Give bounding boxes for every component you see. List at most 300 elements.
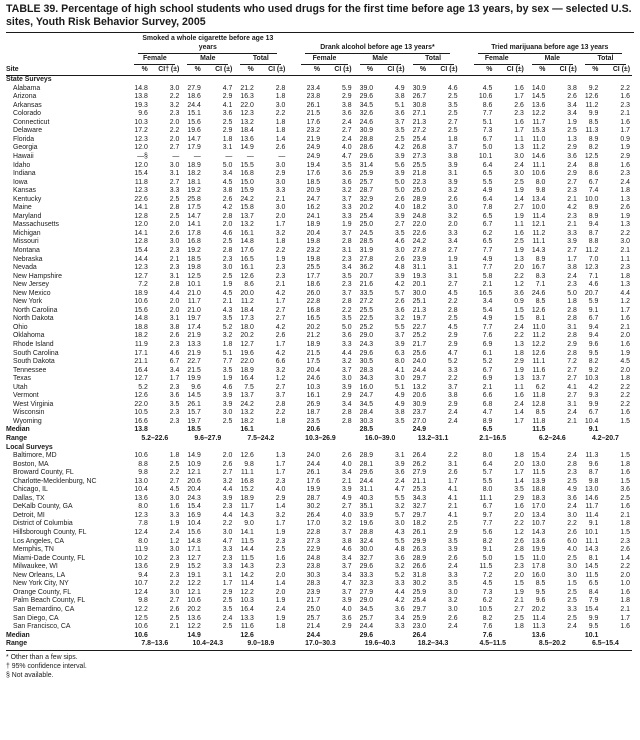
percent-value: 9.4	[588, 323, 599, 331]
percent-value: 24.4	[359, 623, 374, 631]
ci-value: 2.3	[567, 281, 577, 289]
ci-value: 1.8	[275, 238, 286, 246]
ci-value: 1.9	[620, 212, 630, 220]
percent-value: 9.5	[588, 623, 599, 631]
percent-value: 26.8	[412, 144, 427, 152]
ci-value: 5.0	[394, 178, 405, 186]
ci-value: 4.0	[567, 546, 577, 554]
ci-value: 3.4	[447, 238, 458, 246]
table-row	[6, 350, 632, 359]
site-name: West Virginia	[13, 400, 54, 408]
percent-value: 39.0	[359, 84, 374, 92]
percent-value: 24.1	[306, 212, 321, 220]
ci-value: 3.6	[620, 486, 630, 494]
percent-value: 12.2	[187, 623, 201, 631]
ci-value: 2.4	[447, 623, 458, 631]
percent-value: 12.4	[134, 529, 148, 537]
percent-value: 11.8	[532, 392, 546, 400]
site-name: Kentucky	[13, 195, 42, 203]
ci-value: 1.2	[514, 281, 524, 289]
site-name: Florida	[13, 135, 35, 143]
percent-value: 18.2	[187, 170, 201, 178]
percent-value: 6.2	[482, 597, 493, 605]
ci-value: 3.0	[394, 375, 405, 383]
percent-value: 12.6	[584, 93, 599, 101]
ci-value: 1.7	[275, 298, 286, 306]
section-header-label: Local Surveys	[6, 443, 53, 451]
ci-value: 1.5	[514, 306, 524, 314]
ci-value: 3.2	[222, 332, 233, 340]
site-name: Charlotte-Mecklenburg, NC	[13, 477, 97, 485]
percent-value: 13.2	[240, 221, 254, 229]
table-row	[6, 315, 632, 324]
percent-value: 8.9	[588, 212, 599, 220]
ci-value: 3.9	[447, 546, 458, 554]
percent-value: 31.1	[359, 486, 374, 494]
ci-value: 1.4	[514, 195, 524, 203]
percent-value: 7.7	[482, 246, 493, 254]
table-row	[6, 597, 632, 606]
percent-value: 29.6	[359, 563, 374, 571]
ci-value: 1.3	[514, 255, 524, 263]
ci-value: 3.4	[567, 101, 577, 109]
ci-value: 3.4	[567, 110, 577, 118]
percent-value: 12.2	[531, 110, 546, 118]
ci-value: 2.4	[447, 409, 458, 417]
percent-value: 20.9	[306, 187, 321, 195]
site-name: Iowa	[13, 178, 28, 186]
percent-value: 6.7	[588, 409, 599, 417]
percent-value: 30.2	[306, 503, 321, 511]
percent-value: 12.2	[187, 580, 201, 588]
site-name: Wyoming	[13, 417, 42, 425]
percent-value: 24.9	[306, 152, 321, 160]
percent-value: 12.6	[134, 392, 148, 400]
percent-value: 8.2	[588, 144, 599, 152]
table-row	[6, 392, 632, 401]
percent-value: 25.7	[359, 614, 374, 622]
percent-value: 19.3	[412, 272, 427, 280]
percent-value: 30.5	[359, 358, 374, 366]
percent-value: 29.7	[412, 511, 427, 519]
ci-value: 1.7	[620, 614, 630, 622]
ci-value: 2.4	[341, 135, 352, 143]
table-row	[6, 572, 632, 581]
ci-value: 2.4	[567, 409, 577, 417]
ci-value: 2.5	[222, 623, 233, 631]
percent-value: 19.6	[240, 349, 254, 357]
percent-value: 27.9	[187, 84, 201, 92]
site-name: Indiana	[13, 170, 36, 178]
ci-value: 2.6	[620, 204, 630, 212]
footnote: † 95% confidence interval.	[6, 662, 87, 670]
percent-value: 6.7	[482, 221, 493, 229]
percent-value: 32.6	[359, 110, 374, 118]
percent-value: 22.7	[412, 323, 427, 331]
percent-value: 19.8	[306, 255, 321, 263]
ci-value: 3.7	[341, 588, 352, 596]
percent-value: 26.1	[306, 101, 321, 109]
percent-value: 21.9	[187, 332, 201, 340]
percent-value: 17.0	[531, 503, 546, 511]
ci-value: 1.3	[275, 452, 286, 460]
percent-value: 6.7	[588, 315, 599, 323]
column-group-header	[287, 35, 459, 55]
ci-value: 1.9	[514, 212, 524, 220]
percent-value: 28.9	[412, 195, 427, 203]
median-spacer	[261, 426, 288, 435]
site-name: Maine	[13, 204, 32, 212]
ci-value: 2.1	[514, 597, 524, 605]
ci-value: 2.3	[222, 554, 233, 562]
percent-value: 21.2	[240, 84, 254, 92]
ci-value: 2.6	[447, 195, 458, 203]
ci-value: 2.7	[341, 127, 352, 135]
percent-value: 7.8	[482, 204, 493, 212]
percent-value: 17.9	[187, 144, 201, 152]
ci-value: 2.3	[567, 469, 577, 477]
ci-value: 1.6	[514, 392, 524, 400]
ci-value: 2.4	[447, 563, 458, 571]
ci-value: 2.2	[275, 409, 286, 417]
percent-value: 22.7	[187, 358, 201, 366]
percent-value: 24.4	[187, 101, 201, 109]
percent-value: 13.7	[240, 212, 254, 220]
ci-value: 1.9	[620, 349, 630, 357]
site-name: Delaware	[13, 127, 43, 135]
ci-value: 4.6	[222, 383, 233, 391]
ci-value: 2.9	[567, 144, 577, 152]
percent-value: 18.9	[306, 221, 321, 229]
percent-value: 7.6	[482, 332, 493, 340]
ci-value: 1.9	[341, 221, 352, 229]
percent-value: 4.9	[482, 187, 493, 195]
ci-value: 2.3	[169, 110, 180, 118]
percent-value: 18.6	[187, 93, 201, 101]
percent-value: 13.6	[134, 494, 148, 502]
ci-value: 1.4	[514, 477, 524, 485]
table-row	[6, 85, 632, 94]
percent-value: 23.8	[306, 563, 321, 571]
percent-value: 12.5	[187, 272, 201, 280]
percent-value: 21.5	[306, 349, 321, 357]
percent-value: 18.4	[240, 127, 254, 135]
table-row	[6, 358, 632, 367]
percent-value: 8.5	[535, 409, 546, 417]
ci-value: 3.0	[447, 588, 458, 596]
ci-value: 4.5	[447, 323, 458, 331]
ci-value: 1.7	[620, 127, 630, 135]
ci-value: 2.8	[567, 332, 577, 340]
ci-value: 2.5	[567, 588, 577, 596]
ci-value: 5.5	[394, 494, 405, 502]
percent-header: %	[181, 66, 208, 76]
ci-value: 2.7	[447, 246, 458, 254]
ci-value: 1.3	[514, 341, 524, 348]
percent-value: 25.7	[359, 178, 374, 186]
ci-value: 2.5	[514, 614, 524, 622]
median-value: 10.6	[134, 631, 148, 639]
percent-value: 14.3	[531, 246, 546, 254]
ci-value: 2.7	[169, 144, 180, 152]
percent-value: 24.2	[240, 400, 254, 408]
ci-value: 4.9	[567, 486, 577, 494]
sex-subheader	[234, 55, 287, 66]
site-name: Oklahoma	[13, 332, 45, 340]
table-row	[6, 102, 632, 111]
ci-value: 1.1	[620, 255, 630, 263]
ci-value: 2.6	[169, 229, 180, 237]
site-name: Los Angeles, CA	[13, 537, 64, 545]
ci-value: 2.0	[275, 571, 286, 579]
ci-value: 2.3	[567, 187, 577, 195]
percent-value: 33.3	[359, 571, 374, 579]
percent-value: 17.2	[134, 127, 148, 135]
site-name: New Hampshire	[13, 272, 63, 280]
ci-value: 7.2	[567, 358, 577, 366]
ci-value: 3.1	[222, 144, 233, 152]
percent-value: 12.3	[240, 110, 254, 118]
ci-value: 3.6	[341, 110, 352, 118]
ci-value: 3.2	[222, 477, 233, 485]
percent-value: 8.5	[535, 298, 546, 306]
ci-value: 3.2	[169, 101, 180, 109]
percent-value: 25.4	[359, 212, 374, 220]
percent-value: 5.6	[482, 529, 493, 537]
percent-value: 14.1	[134, 229, 148, 237]
ci-value: 1.8	[620, 375, 630, 383]
ci-value: 4.0	[275, 486, 286, 494]
percent-value: 7.5	[244, 383, 254, 391]
percent-value: 33.5	[359, 289, 374, 297]
percent-value: 10.6	[134, 298, 148, 306]
ci-value: 2.2	[447, 452, 458, 460]
site-name: Nevada	[13, 264, 37, 272]
ci-value: 3.0	[222, 529, 233, 537]
ci-value: 3.1	[169, 315, 180, 323]
median-value: 11.5	[532, 426, 546, 434]
ci-value: 2.0	[514, 571, 524, 579]
percent-value: 24.7	[359, 392, 374, 400]
ci-value: 2.4	[275, 605, 286, 613]
ci-value: 4.6	[447, 84, 458, 92]
percent-value: 25.2	[359, 323, 374, 331]
ci-value: 3.6	[567, 494, 577, 502]
ci-value: 1.7	[620, 306, 630, 314]
ci-value: 3.5	[222, 605, 233, 613]
sex-subheader	[460, 55, 526, 66]
ci-value: 2.2	[620, 229, 630, 237]
table-row	[6, 418, 632, 427]
ci-value: 3.6	[394, 469, 405, 477]
percent-value: 11.6	[240, 623, 254, 631]
percent-value: 16.1	[306, 392, 321, 400]
percent-value: 30.0	[412, 289, 427, 297]
header-spacer	[6, 35, 128, 55]
percent-value: 10.3	[240, 597, 254, 605]
ci-value: 1.8	[169, 452, 180, 460]
ci-value: 3.5	[514, 486, 524, 494]
percent-value: 9.7	[482, 511, 493, 519]
percent-value: 19.6	[359, 520, 374, 528]
ci-value: 6.6	[275, 358, 286, 366]
percent-value: 5.5	[482, 178, 493, 186]
percent-value: 10.1	[584, 529, 599, 537]
percent-value: 35.1	[359, 503, 374, 511]
ci-value: 5.2	[447, 358, 458, 366]
column-group-header	[128, 35, 287, 55]
ci-value: 2.2	[514, 332, 524, 340]
ci-value: 2.3	[620, 101, 630, 109]
ci-value: 2.4	[222, 614, 233, 622]
percent-value: —§	[137, 152, 148, 160]
ci-value: 2.3	[620, 170, 630, 178]
percent-value: 18.0	[240, 323, 254, 331]
ci-value: 2.9	[222, 127, 233, 135]
ci-value: 2.7	[169, 477, 180, 485]
ci-value: 1.7	[514, 127, 524, 135]
percent-value: 11.7	[187, 298, 201, 306]
percent-value: 21.3	[412, 306, 427, 314]
percent-value: 7.2	[482, 571, 493, 579]
ci-value: 2.5	[169, 212, 180, 220]
percent-value: 9.1	[588, 520, 599, 528]
ci-value: 2.2	[341, 306, 352, 314]
percent-value: 12.5	[134, 614, 148, 622]
ci-value: 2.2	[620, 392, 630, 400]
percent-value: 14.9	[187, 452, 201, 460]
percent-value: 17.8	[531, 563, 546, 571]
percent-value: 30.2	[412, 580, 427, 588]
percent-value: 7.3	[482, 588, 493, 596]
ci-value: 2.5	[447, 520, 458, 528]
ci-value: 3.3	[567, 605, 577, 613]
ci-value: 4.7	[394, 486, 405, 494]
median-spacer	[155, 426, 182, 435]
percent-value: 8.8	[588, 238, 599, 246]
percent-header: %	[354, 66, 381, 76]
ci-value: 1.7	[275, 341, 286, 348]
ci-value: 4.5	[447, 289, 458, 297]
percent-value: 17.6	[240, 246, 254, 254]
ci-value: 1.9	[447, 255, 458, 263]
percent-value: 12.1	[187, 588, 201, 596]
percent-value: 11.2	[532, 229, 546, 237]
percent-value: 24.2	[240, 195, 254, 203]
median-value: 6.5	[482, 426, 493, 434]
percent-value: 18.4	[240, 306, 254, 314]
percent-value: 15.7	[187, 409, 201, 417]
ci-value: 3.8	[447, 392, 458, 400]
percent-value: 9.3	[588, 392, 599, 400]
percent-value: 9.9	[588, 400, 599, 408]
median-row	[6, 426, 632, 435]
ci-value: 2.0	[275, 212, 286, 220]
ci-value: 3.0	[341, 375, 352, 383]
percent-value: 11.2	[585, 246, 599, 254]
percent-value: 23.0	[412, 623, 427, 631]
percent-value: 26.1	[187, 400, 201, 408]
ci-value: 3.5	[222, 315, 233, 323]
percent-value: 20.4	[306, 229, 321, 237]
percent-value: 28.4	[359, 409, 374, 417]
sex-subheader	[407, 55, 460, 66]
ci-value: 2.5	[275, 546, 286, 554]
ci-value: 1.8	[275, 93, 286, 101]
ci-value: 4.4	[620, 289, 630, 297]
site-name: DeKalb County, GA	[13, 503, 73, 511]
ci-value: 3.5	[222, 366, 233, 374]
percent-value: 12.6	[531, 306, 546, 314]
percent-header: %	[234, 66, 261, 76]
percent-value: 13.6	[531, 101, 546, 109]
percent-value: 19.3	[134, 101, 148, 109]
ci-value: 1.7	[275, 460, 286, 468]
percent-value: 13.7	[240, 392, 254, 400]
percent-header: %	[287, 66, 327, 76]
percent-value: 10.7	[531, 520, 546, 528]
percent-value: 12.3	[584, 264, 599, 272]
percent-value: 20.2	[306, 323, 321, 331]
percent-value: 27.3	[306, 537, 321, 545]
percent-value: 12.0	[134, 221, 148, 229]
percent-value: 11.4	[585, 511, 599, 519]
percent-value: 11.6	[532, 366, 546, 374]
range-value: 5.2–22.6	[141, 435, 169, 443]
ci-value: 2.5	[222, 238, 233, 246]
site-name: Broward County, FL	[13, 469, 74, 477]
percent-value: 11.0	[532, 554, 546, 562]
ci-value: 2.1	[169, 255, 180, 263]
percent-value: 10.0	[584, 195, 599, 203]
table-row	[6, 546, 632, 555]
ci-value: 0.9	[514, 298, 524, 306]
percent-value: 30.9	[359, 127, 374, 135]
ci-value: 2.2	[620, 84, 630, 92]
percent-value: 17.1	[187, 546, 201, 554]
percent-value: 19.7	[412, 315, 427, 323]
percent-value: 16.8	[187, 238, 201, 246]
percent-value: 19.8	[187, 264, 201, 272]
percent-value: 6.9	[482, 341, 493, 348]
site-name: Alabama	[13, 84, 41, 92]
percent-value: 15.6	[187, 118, 201, 126]
ci-value: 3.2	[275, 511, 286, 519]
percent-value: 2.1	[482, 281, 493, 289]
percent-value: 18.3	[531, 494, 546, 502]
percent-value: 11.5	[532, 469, 546, 477]
range-value: 10.3–26.9	[305, 435, 336, 443]
percent-value: 6.8	[482, 400, 493, 408]
ci-value: 3.8	[567, 264, 577, 272]
ci-value: 1.2	[620, 298, 630, 306]
ci-value: 4.9	[394, 400, 405, 408]
ci-value: 1.9	[514, 366, 524, 374]
percent-value: 6.6	[482, 392, 493, 400]
ci-value: 2.8	[567, 306, 577, 314]
percent-value: 11.0	[532, 323, 546, 331]
percent-value: 22.6	[412, 229, 427, 237]
ci-value: 4.2	[394, 597, 405, 605]
site-name: Georgia	[13, 144, 38, 152]
ci-value: 3.4	[222, 170, 233, 178]
ci-value: 1.7	[275, 469, 286, 477]
ci-value: 2.1	[620, 246, 630, 254]
ci-value: 4.2	[275, 289, 286, 297]
percent-value: 11.7	[240, 503, 254, 511]
percent-value: 22.0	[412, 221, 427, 229]
ci-value: 2.5	[169, 614, 180, 622]
